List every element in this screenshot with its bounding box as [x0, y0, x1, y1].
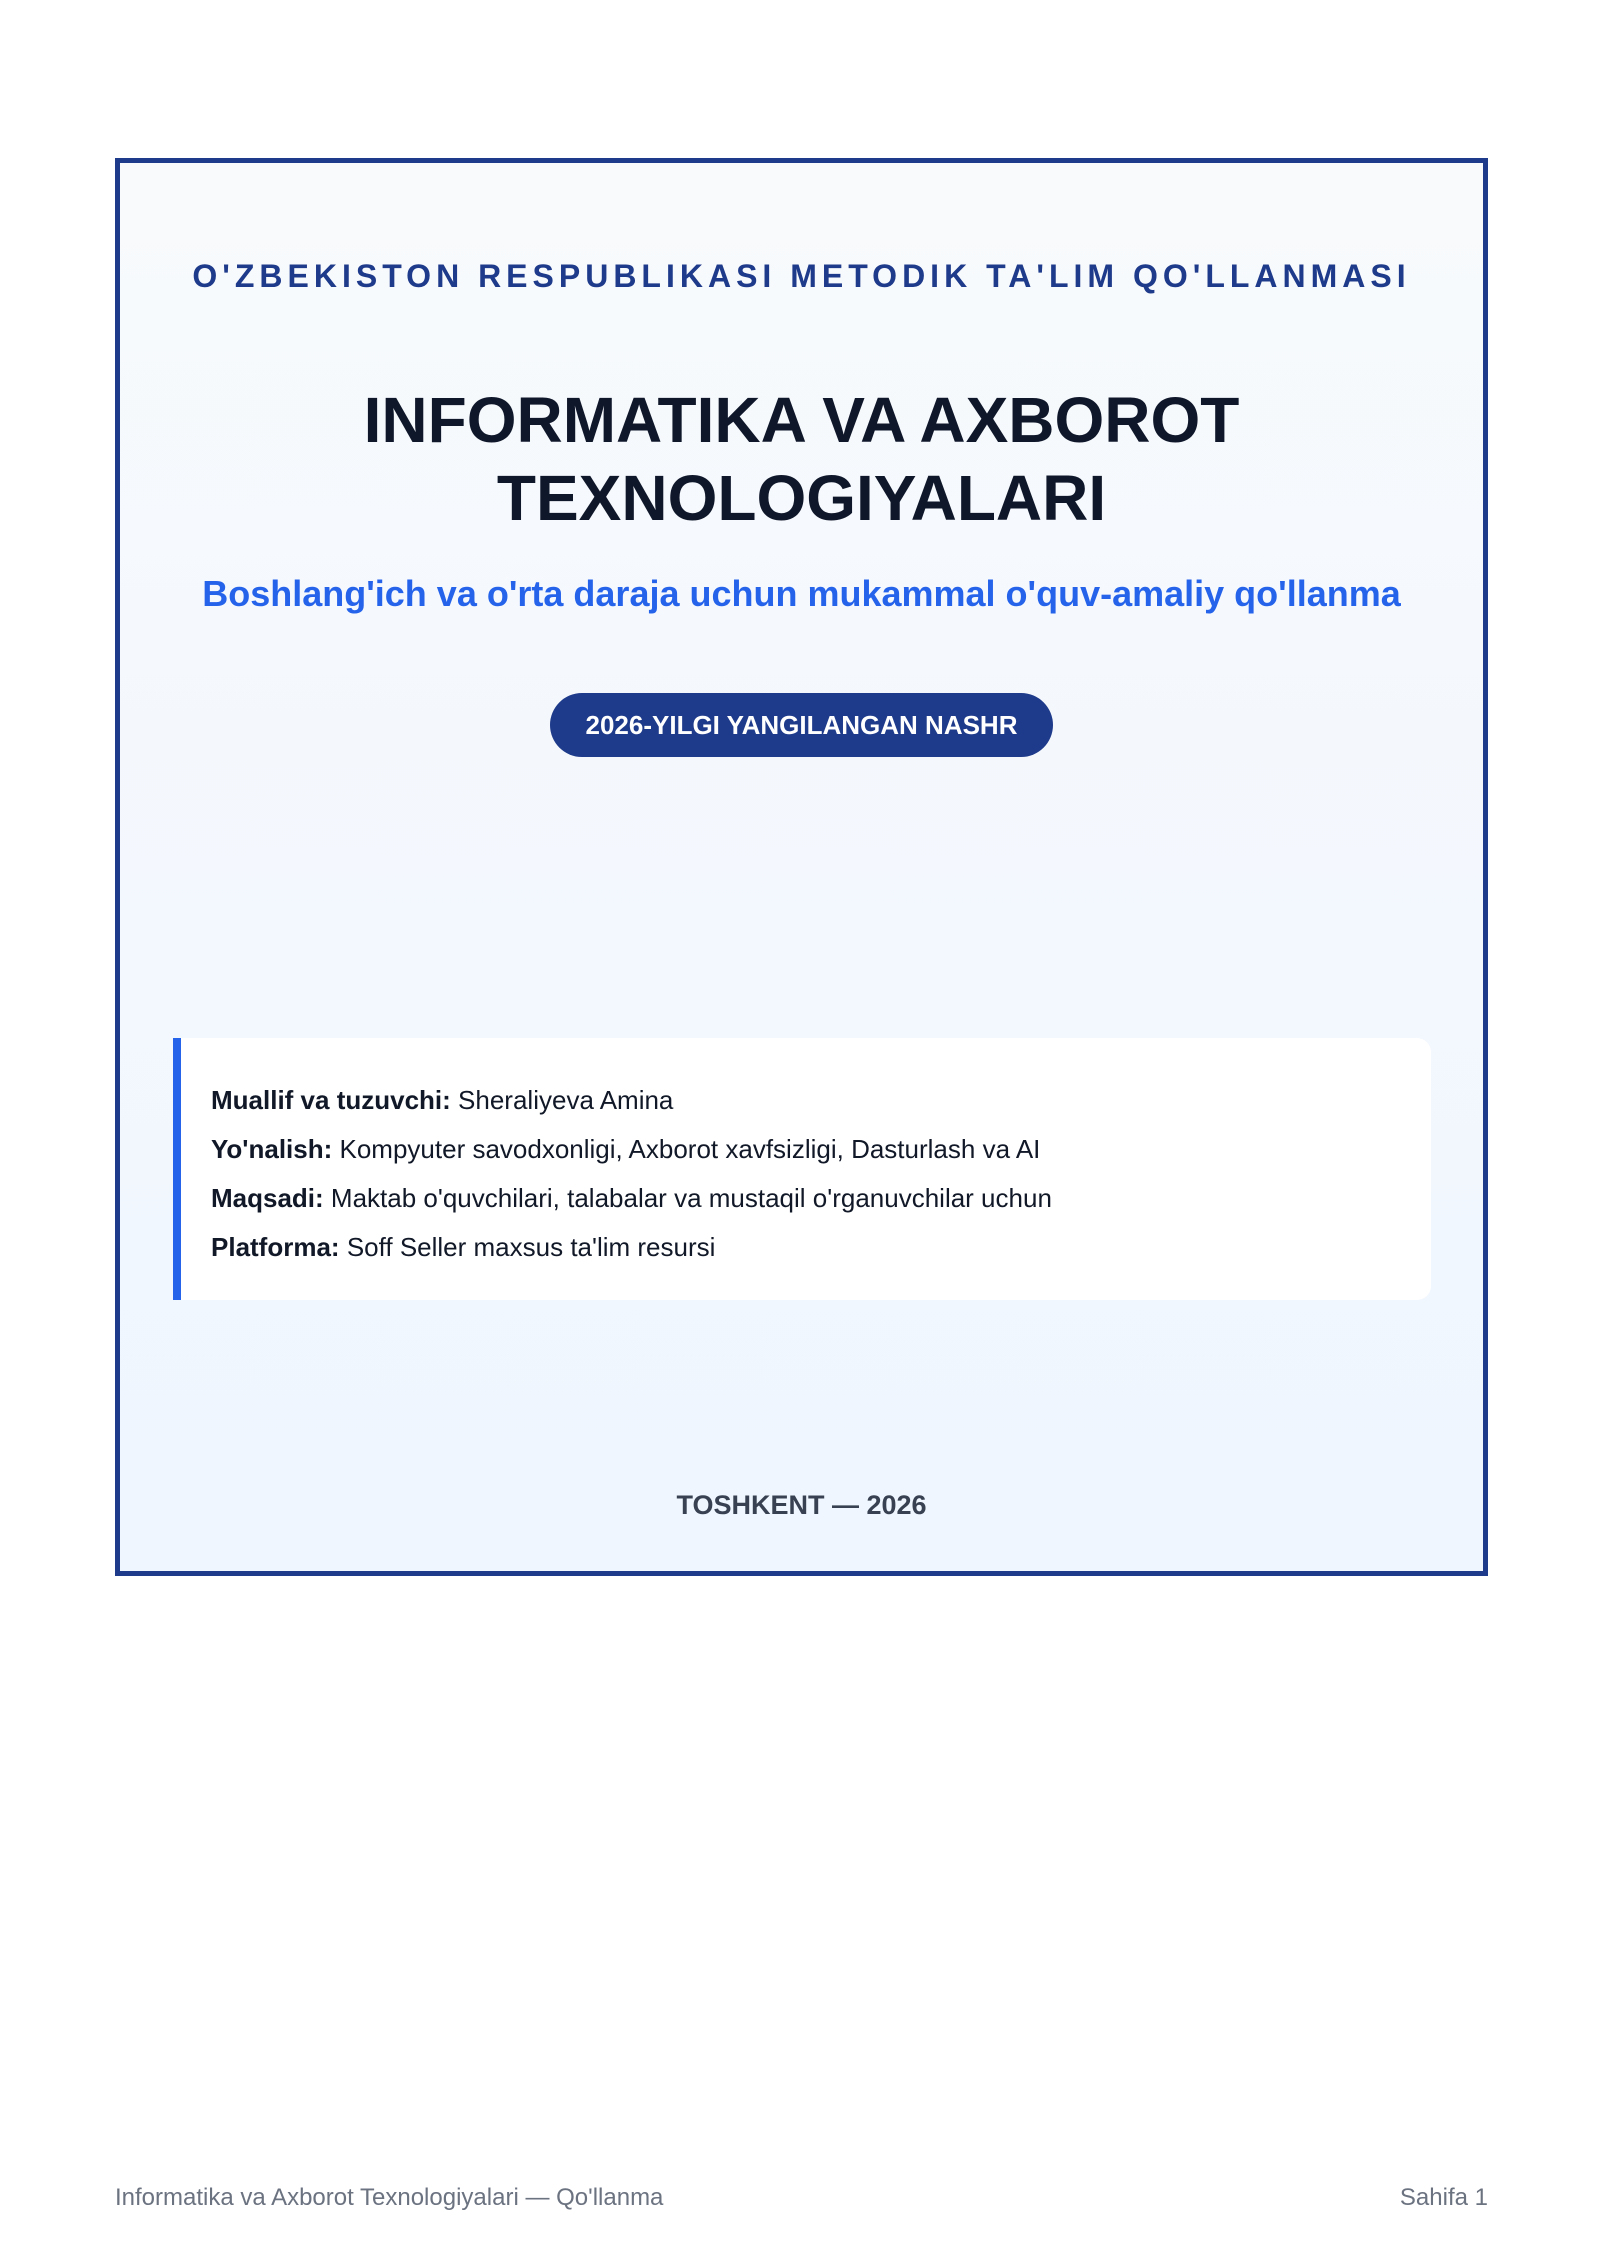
document-title — [120, 381, 1483, 537]
edition-badge: 2026-YILGI YANGILANGAN NASHR — [550, 693, 1054, 757]
city-year: TOSHKENT — 2026 — [676, 1490, 927, 1520]
info-row-purpose — [211, 1174, 1401, 1223]
page-number: Sahifa 1 — [1399, 2184, 1488, 2211]
footer-title: Informatika va Axborot Texnologiyalari — Qo'llanma — [115, 2184, 664, 2211]
info-value: Maktab o'quvchilari, talabalar va mustaqil o'rganuvchilar uchun — [330, 1183, 1052, 1213]
title-line-2: TEXNOLOGIYALARI — [496, 462, 1107, 534]
edition-badge-row — [120, 693, 1483, 757]
organization-heading: O'ZBEKISTON RESPUBLIKASI METODIK TA'LIM QO'LLANMASI — [192, 258, 1411, 294]
info-row-platform — [211, 1223, 1401, 1272]
info-value: Kompyuter savodxonligi, Axborot xavfsizligi, Dasturlash va AI — [339, 1134, 1041, 1164]
cover-frame — [115, 158, 1488, 1576]
info-row-direction — [211, 1125, 1401, 1174]
info-label: Yo'nalish: — [211, 1134, 333, 1164]
info-label: Platforma: — [211, 1232, 340, 1262]
title-line-1: INFORMATIKA VA AXBOROT — [363, 384, 1240, 456]
info-row-author — [211, 1076, 1401, 1125]
info-label: Muallif va tuzuvchi: — [211, 1085, 451, 1115]
info-value: Soff Seller maxsus ta'lim resursi — [346, 1232, 716, 1262]
info-value: Sheraliyeva Amina — [458, 1085, 674, 1115]
info-box — [173, 1038, 1431, 1300]
document-subtitle: Boshlang'ich va o'rta daraja uchun mukammal o'quv-amaliy qo'llanma — [202, 573, 1401, 614]
info-label: Maqsadi: — [211, 1183, 324, 1213]
